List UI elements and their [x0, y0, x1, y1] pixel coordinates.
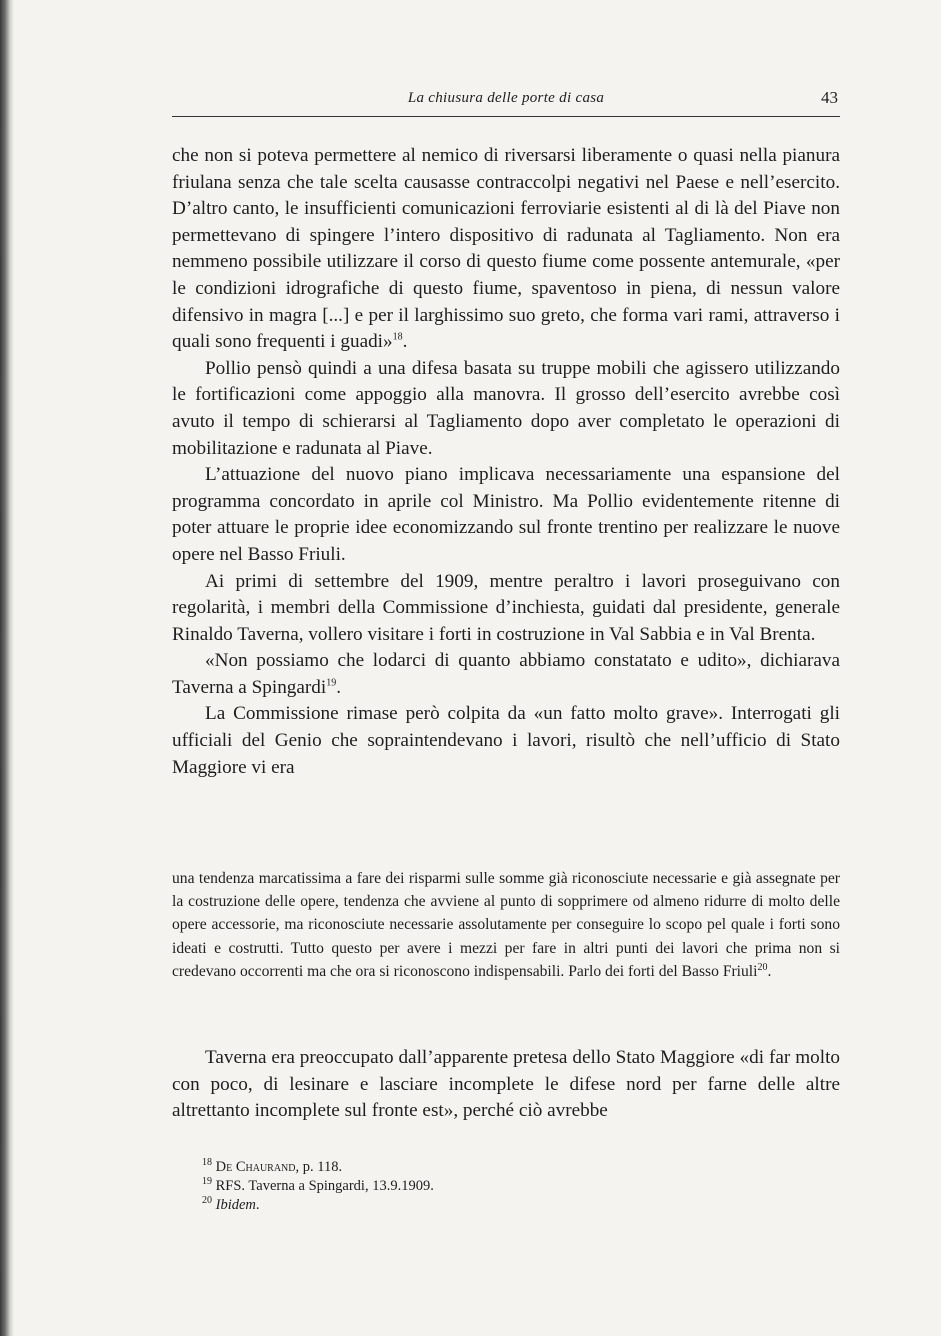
- block-quote: [172, 867, 840, 983]
- footnote-20: $^{20}$ Ibidem.: [202, 1195, 260, 1213]
- paragraph-1: che non si poteva permettere al nemico di riversarsi liberamente o quasi nella pianura friulana senza che tale scelta causasse contraccolpi negativi nel Paese e nell’esercito. D’altro canto, le insufficienti comunicazioni ferroviarie esistenti al di là del Piave non permettevano di spingere l’intero dispositivo di radunata al Tagliamento. Non era nemmeno possibile utilizzare il corso di questo fiume come possente antemurale, «per le condizioni idrografiche di questo fiume, spaventoso in piena, di nessun valore difensivo in magra [...] e per il larghissimo suo greto, che forma vari rami, attraverso i quali sono frequenti i guadi»$^{18}$.: [172, 145, 840, 353]
- page-header: [172, 88, 840, 117]
- main-text: [172, 143, 840, 781]
- paragraph-6: La Commissione rimase però colpita da «un fatto molto grave». Interrogati gli ufficiali del Genio che sopraintendevano i lavori, risultò che nell’ufficio di Stato Maggiore vi era: [172, 703, 840, 778]
- footnote-19: $^{19}$ RFS. Taverna a Spingardi, 13.9.1909.: [202, 1176, 434, 1194]
- footnote-ref-20: 20: [757, 961, 768, 973]
- paragraph-4: Ai primi di settembre del 1909, mentre peraltro i lavori proseguivano con regolarità, i membri della Commissione d’inchiesta, guidati dal presidente, generale Rinaldo Taverna, vollero visitare i forti in costruzione in Val Sabbia e in Val Brenta.: [172, 570, 840, 645]
- book-spine-shadow: [0, 0, 14, 1336]
- running-title: La chiusura delle porte di casa: [407, 90, 605, 106]
- paragraph-7: Taverna era preoccupato dall’apparente pretesa dello Stato Maggiore «di far molto con poco, di lesinare e lasciare incomplete le difese nord per farne delle altre altrettanto incomplete sul fronte est», perché ciò avrebbe: [172, 1047, 840, 1122]
- footnotes: [202, 1158, 802, 1215]
- main-text-continued: [172, 1045, 840, 1125]
- page-number: 43: [821, 88, 838, 107]
- paragraph-5: «Non possiamo che lodarci di quanto abbiamo constatato e udito», dichiarava Taverna a Spingardi$^{19}$.: [172, 650, 840, 698]
- paragraph-3: L’attuazione del nuovo piano implicava necessariamente una espansione del programma concordato in aprile col Ministro. Ma Pollio evidentemente ritenne di poter attuare le proprie idee economizzando sul fronte trentino per realizzare le nuove opere nel Basso Friuli.: [172, 464, 840, 565]
- footnote-ref-19: 19: [326, 677, 337, 689]
- quote-text: una tendenza marcatissima a fare dei risparmi sulle somme già riconosciute necessarie e già assegnate per la costruzione delle opere, tendenza che avviene al punto di sopprimere od almeno ridurre di molto delle opere accessorie, ma riconosciute necessarie assolutamente per conseguire lo scopo pel quale i forti sono ideati e costrutti. Tutto questo per avere i mezzi per fare in altri punti dei lavori che prima non si credevano occorrenti ma che ora si riconoscono indispensabili. Parlo dei forti del Basso Friuli$^{20}$.: [172, 870, 840, 980]
- paragraph-2: Pollio pensò quindi a una difesa basata su truppe mobili che agissero utilizzando le fortificazioni come appoggio alla manovra. Il grosso dell’esercito avrebbe così avuto il tempo di schierarsi al Tagliamento dopo aver completato le operazioni di mobilitazione e radunata al Piave.: [172, 357, 840, 459]
- footnote-18: $^{18}$ De Chaurand, p. 118.: [202, 1157, 343, 1175]
- footnote-ref-18: 18: [392, 331, 403, 343]
